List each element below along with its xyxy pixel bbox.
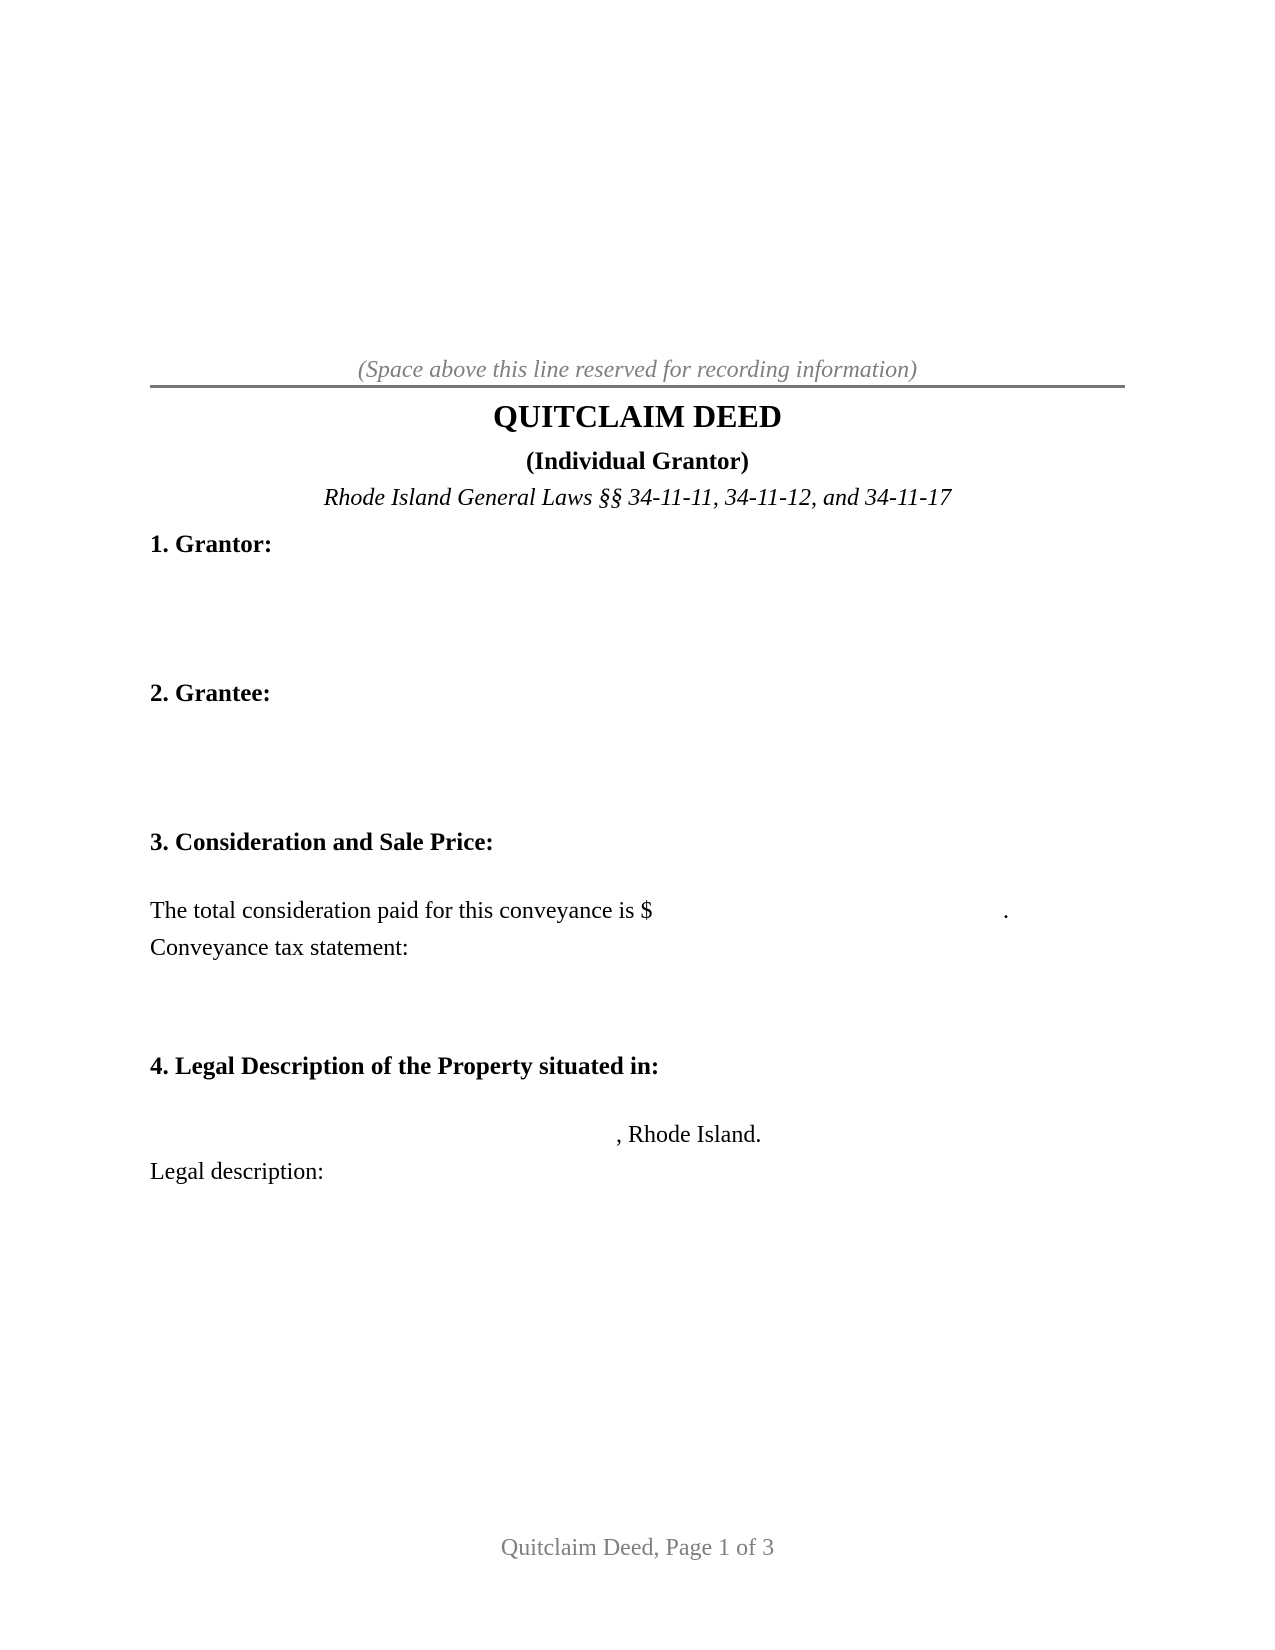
- consideration-amount-period: .: [1003, 898, 1009, 924]
- legal-description-heading: 4. Legal Description of the Property situated in:: [150, 1053, 660, 1080]
- page-footer: Quitclaim Deed, Page 1 of 3: [500, 1535, 775, 1561]
- statute-reference: Rhode Island General Laws §§ 34-11-11, 34-11-12, and 34-11-17: [323, 485, 952, 511]
- recording-space-note: (Space above this line reserved for recording information): [357, 357, 918, 383]
- document-subtitle: (Individual Grantor): [526, 448, 749, 475]
- recording-divider-line: [150, 385, 1125, 388]
- document-title: QUITCLAIM DEED: [493, 398, 782, 434]
- grantee-heading: 2. Grantee:: [150, 680, 271, 707]
- legal-description-label: Legal description:: [150, 1159, 324, 1185]
- consideration-amount-text: The total consideration paid for this conveyance is $: [150, 898, 653, 924]
- property-location-suffix: , Rhode Island.: [616, 1122, 762, 1148]
- consideration-heading: 3. Consideration and Sale Price:: [150, 829, 494, 856]
- conveyance-tax-statement-label: Conveyance tax statement:: [150, 935, 409, 961]
- grantor-heading: 1. Grantor:: [150, 531, 273, 558]
